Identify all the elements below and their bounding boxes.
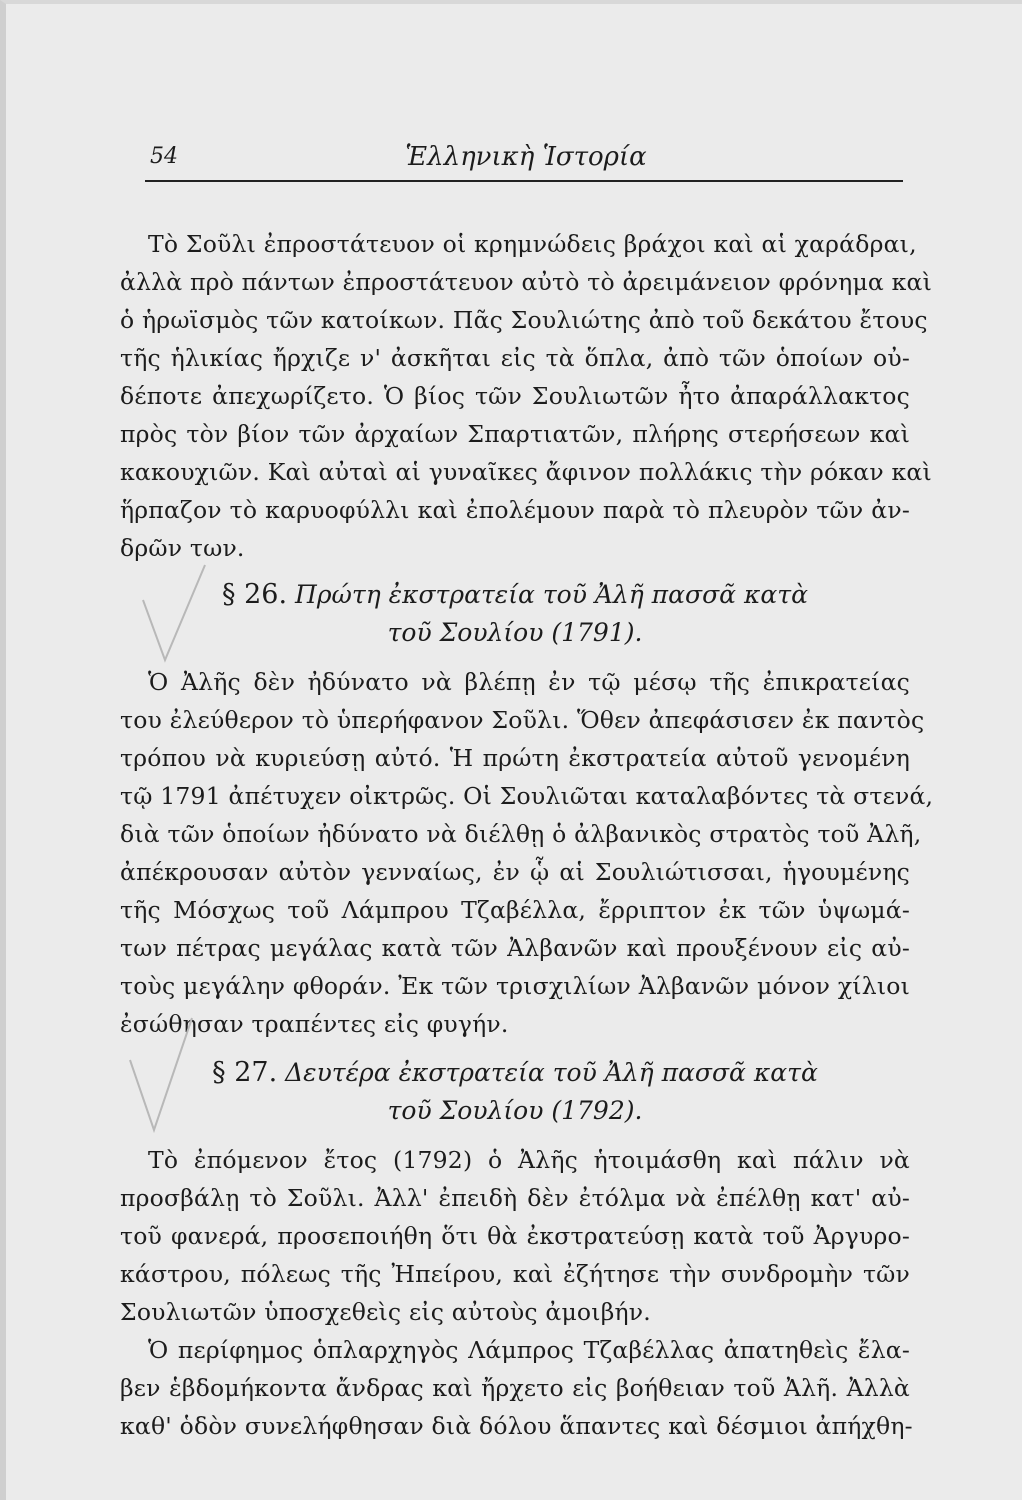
text-line: τῷ 1791 ἀπέτυχεν οἰκτρῶς. Οἱ Σουλιῶται καταλαβόντες τὰ στενά,	[120, 782, 934, 810]
section-26-title-line2: τοῦ Σουλίου (1791).	[387, 618, 643, 647]
text-line: κακουχιῶν. Καὶ αὐταὶ αἱ γυναῖκες ἄφινον πολλάκις τὴν ρόκαν καὶ	[120, 458, 932, 486]
text-line: προσβάλῃ τὸ Σοῦλι. Ἀλλ' ἐπειδὴ δὲν ἐτόλμα νὰ ἐπέλθῃ κατ' αὐ-	[120, 1184, 910, 1212]
text-line: ἐσώθησαν τραπέντες εἰς φυγήν.	[120, 1010, 509, 1038]
text-line: δέποτε ἀπεχωρίζετο. Ὁ βίος τῶν Σουλιωτῶν ἦτο ἀπαράλλακτος	[120, 382, 910, 410]
page-header	[150, 142, 902, 178]
text-line: Σουλιωτῶν ὑποσχεθεὶς εἰς αὐτοὺς ἀμοιβήν.	[120, 1298, 651, 1326]
text-line: Ὁ περίφημος ὁπλαρχηγὸς Λάμπρος Τζαβέλλας ἀπατηθεὶς ἔλα-	[148, 1336, 910, 1364]
text-line: καθ' ὁδὸν συνελήφθησαν διὰ δόλου ἅπαντες καὶ δέσμιοι ἀπήχθη-	[120, 1412, 913, 1440]
text-line: τοὺς μεγάλην φθοράν. Ἐκ τῶν τρισχιλίων Ἀλβανῶν μόνον χίλιοι	[120, 972, 910, 1000]
text-line: Τὸ Σοῦλι ἐπροστάτευον οἱ κρημνώδεις βράχοι καὶ αἱ χαράδραι,	[148, 230, 917, 258]
section-27-heading	[120, 1056, 910, 1090]
section-26-title: Πρώτη ἐκστρατεία τοῦ Ἀλῆ πασσᾶ κατὰ	[295, 580, 808, 609]
text-line: δρῶν των.	[120, 534, 245, 562]
text-line: ὁ ἡρωϊσμὸς τῶν κατοίκων. Πᾶς Σουλιώτης ἀπὸ τοῦ δεκάτου ἔτους	[120, 306, 928, 334]
text-line: τῆς Μόσχως τοῦ Λάμπρου Τζαβέλλα, ἔρριπτον ἐκ τῶν ὑψωμά-	[120, 896, 910, 924]
section-26-number: § 26.	[222, 579, 288, 610]
text-line: Τὸ ἐπόμενον ἔτος (1792) ὁ Ἀλῆς ἡτοιμάσθη καὶ πάλιν νὰ	[148, 1146, 910, 1174]
section-27-title: Δευτέρα ἐκστρατεία τοῦ Ἀλῆ πασσᾶ κατὰ	[285, 1058, 818, 1087]
text-line: ἥρπαζον τὸ καρυοφύλλι καὶ ἐπολέμουν παρὰ τὸ πλευρὸν τῶν ἀν-	[120, 496, 910, 524]
text-line: κάστρου, πόλεως τῆς Ἠπείρου, καὶ ἐζήτησε τὴν συνδρομὴν τῶν	[120, 1260, 910, 1288]
text-line: τοῦ φανερά, προσεποιήθη ὅτι θὰ ἐκστρατεύσῃ κατὰ τοῦ Ἀργυρο-	[120, 1222, 910, 1250]
text-line: του ἐλεύθερον τὸ ὑπερήφανον Σοῦλι. Ὅθεν ἀπεφάσισεν ἐκ παντὸς	[120, 706, 925, 734]
running-title: Ἑλληνικὴ Ἱστορία	[405, 142, 647, 172]
text-line: πρὸς τὸν βίον τῶν ἀρχαίων Σπαρτιατῶν, πλήρης στερήσεων καὶ	[120, 420, 910, 448]
text-line: τρόπου νὰ κυριεύσῃ αὐτό. Ἡ πρώτη ἐκστρατεία αὐτοῦ γενομένη	[120, 744, 910, 772]
text-line: των πέτρας μεγάλας κατὰ τῶν Ἀλβανῶν καὶ προυξένουν εἰς αὐ-	[120, 934, 910, 962]
page-number: 54	[150, 144, 178, 169]
text-line: Ὁ Ἀλῆς δὲν ἠδύνατο νὰ βλέπῃ ἐν τῷ μέσῳ τῆς ἐπικρατείας	[148, 668, 910, 696]
section-27-number: § 27.	[212, 1057, 278, 1088]
section-27-title-line2: τοῦ Σουλίου (1792).	[387, 1096, 643, 1125]
pencil-check-mark	[135, 560, 215, 670]
text-line: βεν ἑβδομήκοντα ἄνδρας καὶ ἤρχετο εἰς βοήθειαν τοῦ Ἀλῆ. Ἀλλὰ	[120, 1374, 910, 1402]
text-line: ἀλλὰ πρὸ πάντων ἐπροστάτευον αὐτὸ τὸ ἀρειμάνειον φρόνημα καὶ	[120, 268, 933, 296]
text-line: τῆς ἡλικίας ἤρχιζε ν' ἀσκῆται εἰς τὰ ὅπλα, ἀπὸ τῶν ὁποίων οὐ-	[120, 344, 910, 372]
text-line: διὰ τῶν ὁποίων ἠδύνατο νὰ διέλθῃ ὁ ἀλβανικὸς στρατὸς τοῦ Ἀλῆ,	[120, 820, 922, 848]
header-rule	[145, 180, 903, 182]
section-26-heading	[120, 578, 910, 612]
text-line: ἀπέκρουσαν αὐτὸν γενναίως, ἐν ᾧ αἱ Σουλιώτισσαι, ἡγουμένης	[120, 858, 910, 886]
